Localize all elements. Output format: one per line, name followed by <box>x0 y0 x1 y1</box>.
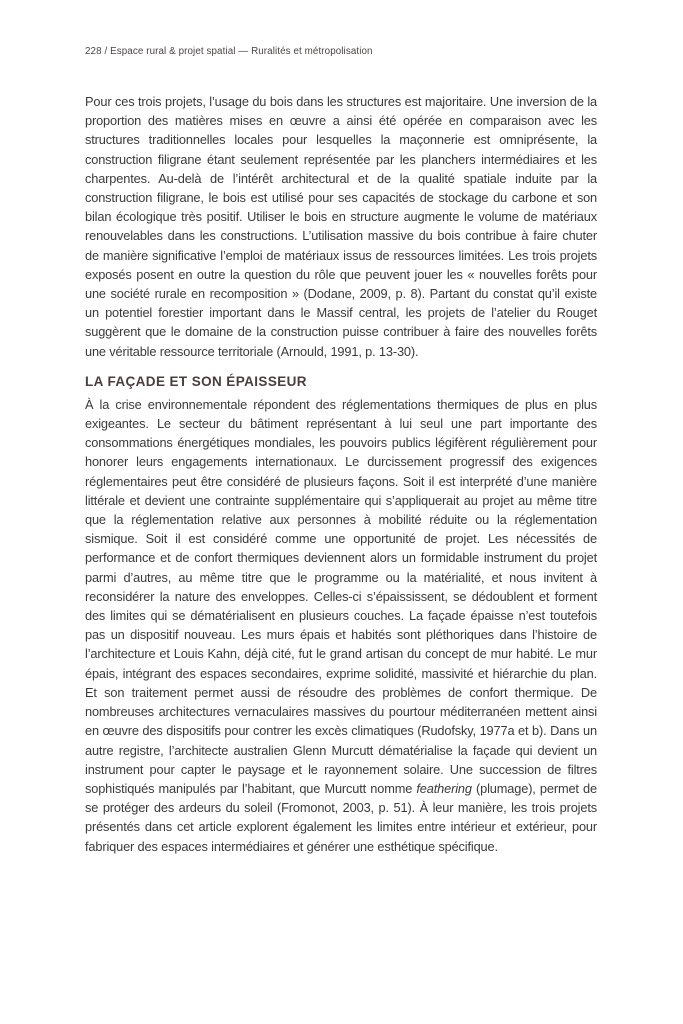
italic-term: feathering <box>416 780 472 796</box>
text-segment: (plumage), permet de se protéger des ardeurs du soleil (Fromonot, 2003, p. 51). À leur manière, les trois projets présentés dans cet article explorent également les limites entre intérieur et extérieur, pour fabriquer des espaces intermédiaires et générer une esthétique spécifique. <box>85 780 597 854</box>
text-column <box>85 92 597 856</box>
running-header: 228 / Espace rural & projet spatial — Ruralités et métropolisation <box>85 46 373 57</box>
paragraph-facade-thickness <box>85 395 597 856</box>
section-heading-facade-epaisseur: LA FAÇADE ET SON ÉPAISSEUR <box>85 373 307 389</box>
paragraph-wood-structures <box>85 92 597 361</box>
text-segment: À la crise environnementale répondent des réglementations thermiques de plus en plus exigeantes. Le secteur du bâtiment représentant à lui seul une part importante des consommations énergétiques mondiales, les pouvoirs publics légifèrent régulièrement pour honorer leurs engagements internationaux. Le durcissement progressif des exigences réglementaires peut être considéré de plusieurs façons. Soit il est interprété d’une manière littérale et devient une contrainte supplémentaire qui s’appliquerait au projet au même titre que la réglementation relative aux personnes à mobilité réduite ou la réglementation sismique. Soit il est considéré comme une opportunité de projet. Les nécessités de performance et de confort thermiques deviennent alors un formidable instrument du projet parmi d’autres, au même titre que le programme ou la matérialité, et nous invitent à reconsidérer la nature des enveloppes. Celles-ci s’épaississent, se dédoublent et forment des limites qui se dématérialisent en plusieurs couches. La façade épaisse n’est toutefois pas un dispositif nouveau. Les murs épais et habités sont pléthoriques dans l’histoire de l’architecture et Louis Kahn, déjà cité, fut le grand artisan du concept de mur habité. Le mur épais, intégrant des espaces secondaires, exprime solidité, massivité et hiérarchie du plan. Et son traitement permet aussi de résoudre des problèmes de confort thermique. De nombreuses architectures vernaculaires massives du pourtour méditerranéen mettent ainsi en œuvre des dispositifs pour contrer les excès climatiques (Rudofsky, 1977a et b). Dans un autre registre, l’architecte australien Glenn Murcutt dématérialise la façade qui devient un instrument pour capter le paysage et le rayonnement solaire. Une succession de filtres sophistiqués manipulés par l’habitant, que Murcutt nomme <box>85 396 597 796</box>
text-segment: Pour ces trois projets, l’usage du bois dans les structures est majoritaire. Une inversion de la proportion des matières mises en œuvre a ainsi été opérée en comparaison avec les structures traditionnelles locales pour lesquelles la maçonnerie est omniprésente, la construction filigrane étant seulement représentée par les planchers intermédiaires et les charpentes. Au-delà de l’intérêt architectural et de la qualité spatiale induite par la construction filigrane, le bois est utilisé pour ses capacités de stockage du carbone et son bilan écologique très positif. Utiliser le bois en structure augmente le volume de matériaux renouvelables dans les constructions. L’utilisation massive du bois contribue à faire chuter de manière significative l’emploi de matériaux issus de ressources limitées. Les trois projets exposés posent en outre la question du rôle que peuvent jouer les « nouvelles forêts pour une société rurale en recomposition » (Dodane, 2009, p. 8). Partant du constat qu’il existe un potentiel forestier important dans le Massif central, les projets de l’atelier du Rouget suggèrent que le domaine de la construction puisse contribuer à faire des nouvelles forêts une véritable ressource territoriale (Arnould, 1991, p. 13-30). <box>85 94 597 359</box>
